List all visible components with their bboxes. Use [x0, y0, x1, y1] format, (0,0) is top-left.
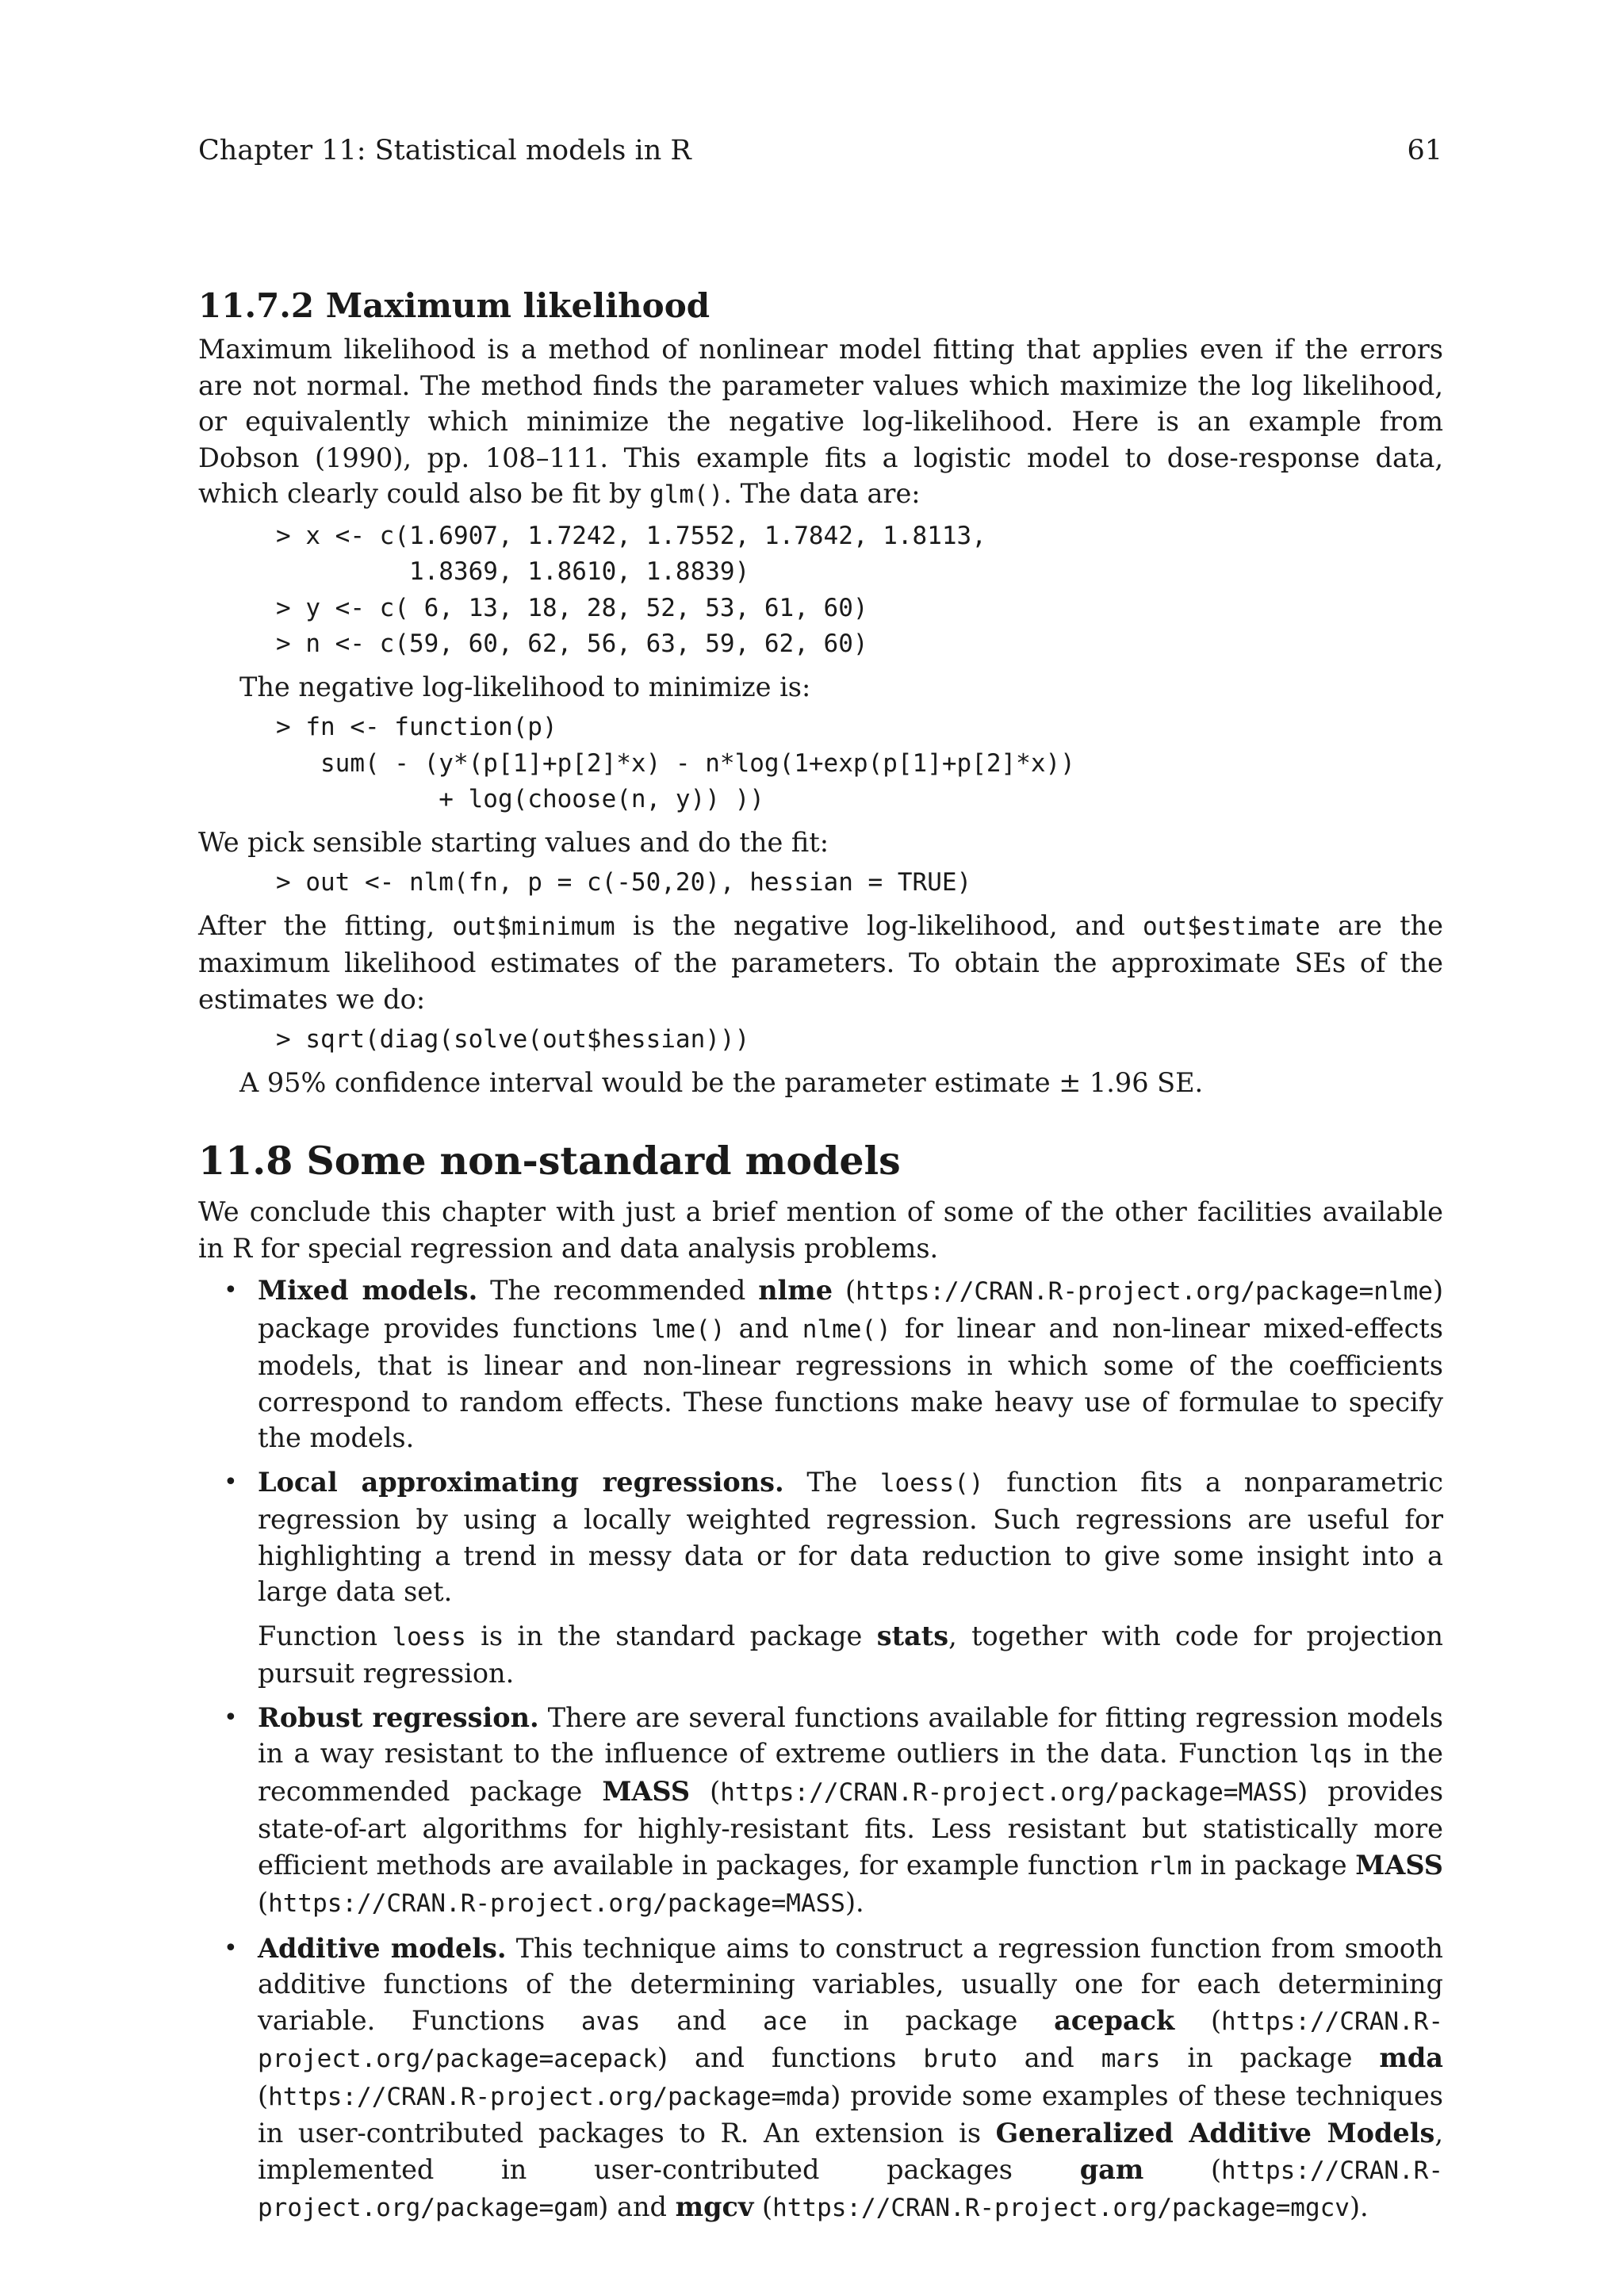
list-item-text — [258, 1931, 1443, 2227]
text: and — [640, 2004, 763, 2036]
inline-code: loess() — [879, 1468, 984, 1498]
inline-code: ace — [762, 2007, 807, 2036]
text: ) package provides functions — [258, 1275, 1444, 1344]
list-item-text — [258, 1700, 1443, 1923]
package-url[interactable]: https://CRAN.R-project.org/package=MASS — [268, 1889, 845, 1918]
text: ) and functions — [657, 2042, 924, 2073]
list-item-text — [258, 1272, 1443, 1456]
paragraph-ml-intro — [198, 331, 1443, 514]
text: There are several functions available for fitting regression models in a way resistant to the influence of extreme outliers in the data. Function — [258, 1701, 1443, 1769]
paragraph-confidence-interval: A 95% confidence interval would be the parameter estimate ± 1.96 SE. — [239, 1066, 1204, 1098]
bullet: • — [224, 1276, 238, 1304]
text: ). — [1349, 2191, 1369, 2222]
text: and — [997, 2042, 1101, 2073]
text: function fits a nonparametric regression by using a locally weighted regression. Such regressions are useful for highlighting a trend in messy data or for data reduction to give some insight into a large data set. — [258, 1466, 1443, 1607]
text: ) provides state-of-art algorithms for highly-resistant fits. Less resistant but statistically more efficient methods are available in packages, for example function — [258, 1775, 1444, 1881]
inline-code: loess — [392, 1622, 466, 1651]
list-item-robust-regression — [198, 1700, 1443, 1923]
text: ( — [1174, 2004, 1222, 2036]
text: is the negative log-likelihood, and — [615, 909, 1143, 941]
section-heading-11-8: 11.8 Some non-standard models — [198, 1138, 901, 1184]
chapter-title: Chapter 11: Statistical models in R — [198, 135, 691, 166]
running-head — [198, 133, 1442, 168]
paragraph-starting-values: We pick sensible starting values and do the fit: — [198, 826, 829, 858]
package-url[interactable]: https://CRAN.R-project.org/package=mda — [268, 2082, 831, 2111]
code-block-function: > fn <- function(p) sum( - (y*(p[1]+p[2]*x) - n*log(1+exp(p[1]+p[2]*x)) + log(choose(n, y)) )) — [276, 713, 1075, 813]
package-url[interactable]: https://CRAN.R-project.org/package=MASS — [720, 1777, 1298, 1807]
package-name: nlme — [758, 1275, 833, 1306]
text: , implemented in user-contributed packages — [258, 2118, 1443, 2185]
paragraph-nonstandard-intro: We conclude this chapter with just a brief mention of some of the other facilities available in R for special regression and data analysis problems. — [198, 1196, 1443, 1264]
package-url[interactable]: https://CRAN.R-project.org/package=gam — [258, 2156, 1443, 2222]
inline-code: avas — [580, 2007, 641, 2036]
text: in package — [806, 2004, 1055, 2036]
inline-code-glm: glm() — [649, 480, 724, 509]
item-title: Local approximating regressions. — [258, 1466, 784, 1498]
paragraph-after-fitting — [198, 908, 1443, 1018]
list-item-text — [258, 1618, 1443, 1692]
package-url[interactable]: https://CRAN.R-project.org/package=nlme — [856, 1277, 1433, 1306]
list-item-mixed-models — [198, 1272, 1443, 1456]
text: in the recommended package — [258, 1738, 1444, 1807]
text: are the maximum likelihood estimates of the parameters. To obtain the approximate SEs of the estimates we do: — [198, 909, 1443, 1015]
text: ( — [1143, 2153, 1222, 2185]
list-item-text — [258, 1464, 1443, 1610]
list-item-local-regressions — [198, 1464, 1443, 1692]
text: After the fitting, — [198, 909, 453, 941]
code-block-data: > x <- c(1.6907, 1.7242, 1.7552, 1.7842, 1.8113, 1.8369, 1.8610, 1.8839) > y <- c( 6, 13, 18, 28, 52, 53, 61, 60) > n <- c(59, 60, 62, 56, 63, 59, 62, 60) — [276, 521, 986, 658]
bullet: • — [224, 1703, 238, 1732]
item-title: Additive models. — [258, 1932, 507, 1964]
text: Function — [258, 1620, 393, 1651]
paragraph-negloglik: The negative log-likelihood to minimize is: — [239, 671, 811, 702]
text: ( — [258, 2080, 269, 2111]
text: ) and — [598, 2191, 676, 2222]
inline-code: nlme() — [802, 1314, 891, 1344]
text: The — [783, 1466, 880, 1498]
inline-code: mars — [1101, 2045, 1161, 2073]
list-item-additive-models — [198, 1931, 1443, 2227]
model-list — [198, 1272, 1443, 2227]
text: in package — [1160, 2042, 1380, 2073]
bullet: • — [224, 1468, 238, 1496]
text: in package — [1192, 1849, 1356, 1881]
text: , together with code for projection pursuit regression. — [258, 1620, 1443, 1689]
inline-code: rlm — [1147, 1851, 1193, 1881]
package-name: MASS — [1355, 1849, 1443, 1881]
text: This technique aims to construct a regression function from smooth additive functions of the determining variables, usually one for each determining variable. Functions — [258, 1932, 1443, 2036]
text: The recommended — [477, 1275, 759, 1306]
inline-code-estimate: out$estimate — [1142, 912, 1320, 941]
text: ( — [258, 1887, 269, 1918]
text: ( — [753, 2191, 773, 2222]
package-name: mda — [1379, 2042, 1443, 2073]
item-title: Mixed models. — [258, 1275, 478, 1306]
inline-code: lqs — [1308, 1740, 1354, 1769]
text: ). — [845, 1887, 864, 1918]
item-title: Robust regression. — [258, 1701, 539, 1733]
inline-code: bruto — [923, 2045, 998, 2073]
inline-code-minimum: out$minimum — [452, 912, 615, 941]
package-url[interactable]: https://CRAN.R-project.org/package=mgcv — [772, 2194, 1350, 2222]
page-number: 61 — [1407, 135, 1442, 166]
text: for linear and non-linear mixed-effects models, that is linear and non-linear regressions in which some of the coefficients correspond to random effects. These functions make heavy use of formulae to specify the models. — [258, 1312, 1443, 1453]
text: and — [725, 1312, 802, 1344]
section-heading-11-7-2: 11.7.2 Maximum likelihood — [198, 286, 710, 325]
page-body — [198, 284, 1443, 2235]
text: Maximum likelihood is a method of nonlinear model fitting that applies even if the errors are not normal. The method finds the parameter values which maximize the log likelihood, or equivalently which minimize the negative log-likelihood. Here is an example from Dobson (1990), pp. 108–111. This example fits a logistic model to dose-response data, which clearly could also be fit by — [198, 334, 1443, 509]
package-name: mgcv — [675, 2191, 754, 2222]
code-block-nlm: > out <- nlm(fn, p = c(-50,20), hessian = TRUE) — [276, 868, 972, 897]
package-name: acepack — [1054, 2004, 1175, 2036]
package-url[interactable]: https://CRAN.R-project.org/package=acepack — [258, 2007, 1443, 2073]
text: ) provide some examples of these techniques in user-contributed packages to R. An extension is — [258, 2080, 1443, 2149]
text: ( — [690, 1775, 721, 1807]
term-bold: Generalized Additive Models — [995, 2118, 1435, 2149]
text: is in the standard package — [465, 1620, 877, 1651]
package-name: MASS — [602, 1775, 691, 1807]
bullet: • — [224, 1934, 238, 1962]
package-name: stats — [876, 1620, 949, 1651]
inline-code: lme() — [651, 1314, 726, 1344]
code-block-sqrt: > sqrt(diag(solve(out$hessian))) — [276, 1025, 750, 1054]
package-name: gam — [1079, 2153, 1144, 2185]
text: . The data are: — [723, 478, 921, 509]
text: ( — [833, 1275, 856, 1306]
